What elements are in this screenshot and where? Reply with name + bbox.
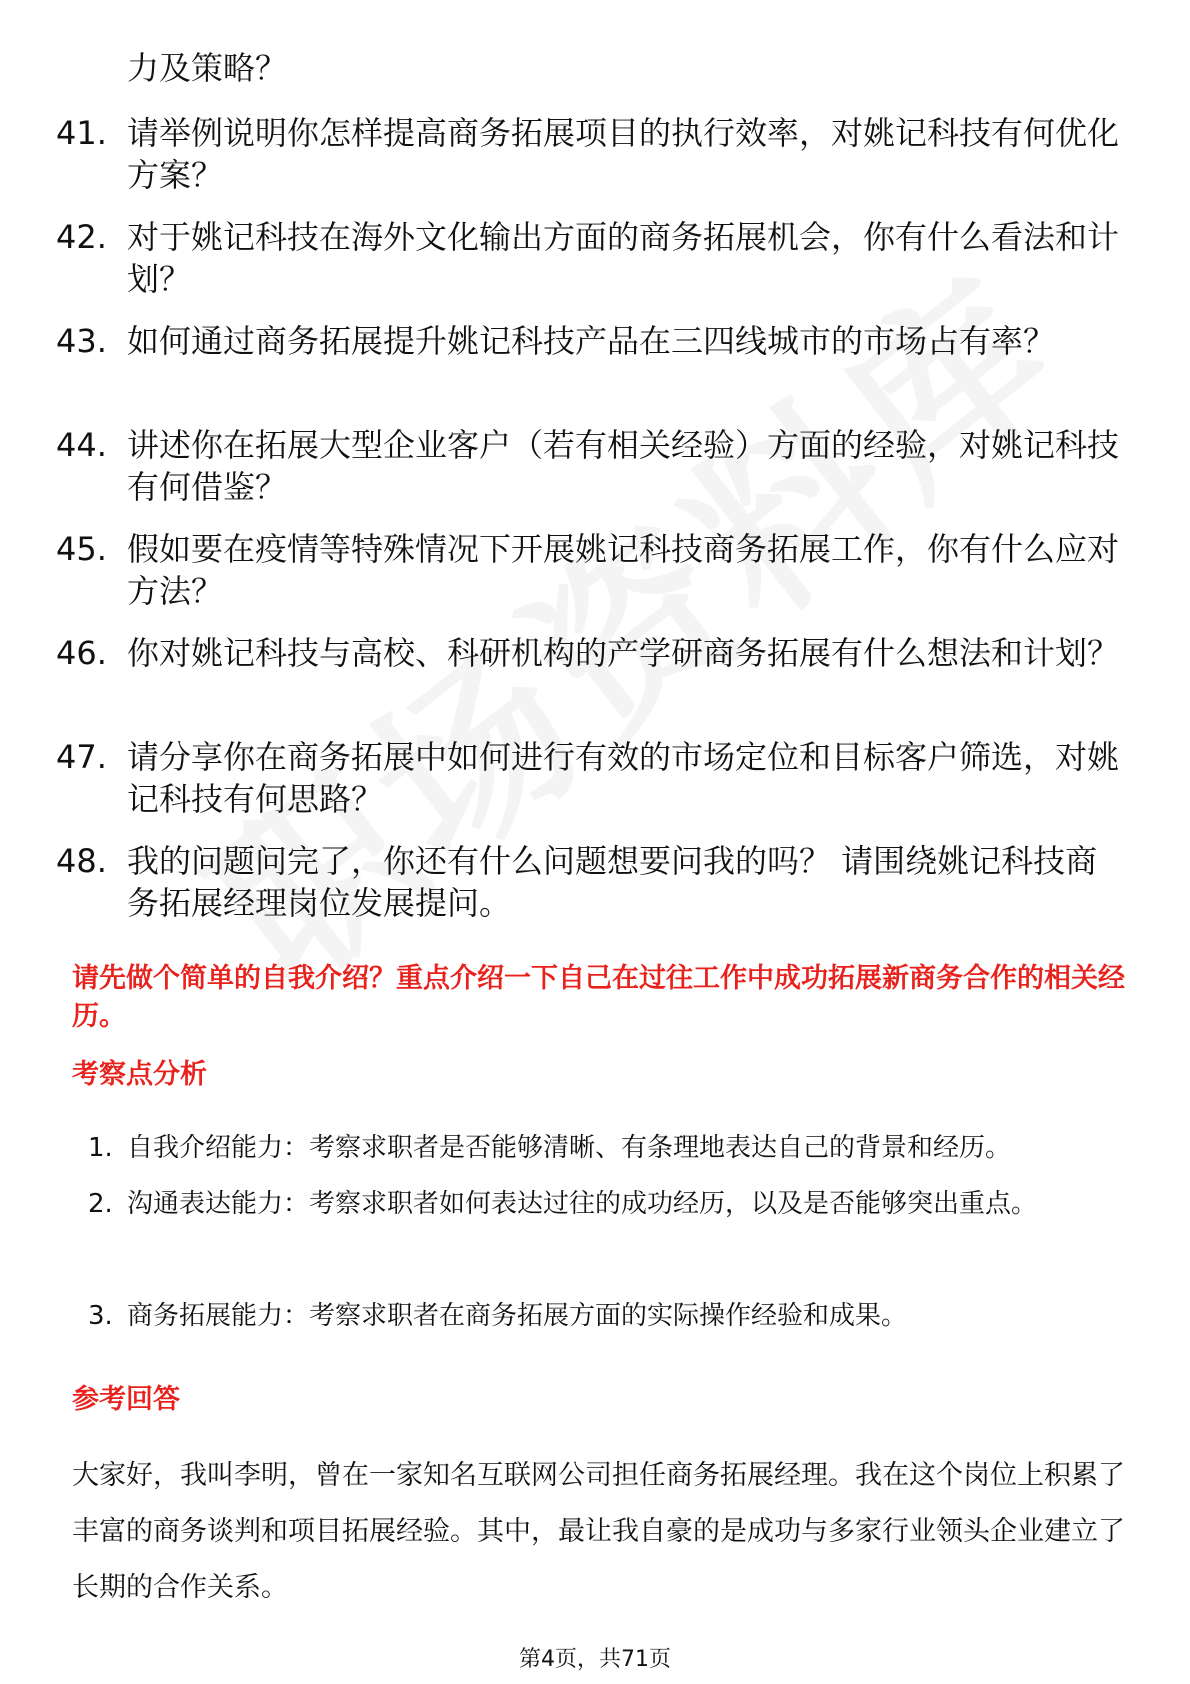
question-number: 44. [56,426,107,464]
question-text: 讲述你在拓展大型企业客户（若有相关经验）方面的经验，对姚记科技有何借鉴？ [127,426,1120,506]
question-text: 如何通过商务拓展提升姚记科技产品在三四线城市的市场占有率？ [127,322,1056,360]
analysis-number: 3. [88,1301,113,1331]
question-number: 48. [56,842,107,880]
page-footer: 第4页，共71页 [519,1647,671,1672]
question-text: 请分享你在商务拓展中如何进行有效的市场定位和目标客户筛选，对姚记科技有何思路？ [127,738,1120,818]
question-list [0,112,1190,944]
question-item [0,736,1190,840]
answer-heading: 参考回答 [72,1384,180,1415]
analysis-number: 2. [88,1189,113,1219]
analysis-number: 1. [88,1133,113,1163]
analysis-text: 沟通表达能力：考察求职者如何表达过往的成功经历，以及是否能够突出重点。 [127,1189,1038,1219]
continuation-text: 力及策略？ [127,49,288,87]
analysis-text: 自我介绍能力：考察求职者是否能够清晰、有条理地表达自己的背景和经历。 [127,1133,1012,1163]
highlight-question: 请先做个简单的自我介绍？重点介绍一下自己在过往工作中成功拓展新商务合作的相关经历。 [72,963,1125,1032]
question-number: 46. [56,634,107,672]
question-item [0,320,1190,424]
question-item [0,632,1190,736]
question-item [0,840,1190,944]
question-text: 你对姚记科技与高校、科研机构的产学研商务拓展有什么想法和计划？ [127,634,1120,672]
question-text: 请举例说明你怎样提高商务拓展项目的执行效率，对姚记科技有何优化方案？ [127,114,1120,194]
question-text: 对于姚记科技在海外文化输出方面的商务拓展机会，你有什么看法和计划？ [127,218,1120,298]
question-item [0,424,1190,528]
analysis-item [0,1176,1190,1288]
question-text: 假如要在疫情等特殊情况下开展姚记科技商务拓展工作，你有什么应对方法？ [127,530,1120,610]
analysis-heading: 考察点分析 [72,1059,207,1090]
question-number: 45. [56,530,107,568]
question-number: 43. [56,322,107,360]
question-number: 42. [56,218,107,256]
question-item [0,528,1190,632]
question-item [0,112,1190,216]
analysis-list [0,1120,1190,1344]
question-number: 47. [56,738,107,776]
answer-text: 大家好，我叫李明，曾在一家知名互联网公司担任商务拓展经理。我在这个岗位上积累了丰富的商务谈判和项目拓展经验。其中，最让我自豪的是成功与多家行业领头企业建立了长期的合作关系。 [72,1460,1125,1603]
question-number: 41. [56,114,107,152]
question-item [0,216,1190,320]
analysis-text: 商务拓展能力：考察求职者在商务拓展方面的实际操作经验和成果。 [127,1301,908,1331]
analysis-item [0,1120,1190,1176]
analysis-item [0,1288,1190,1344]
question-text: 我的问题问完了，你还有什么问题想要问我的吗？ 请围绕姚记科技商务拓展经理岗位发展提问。 [127,842,1098,922]
